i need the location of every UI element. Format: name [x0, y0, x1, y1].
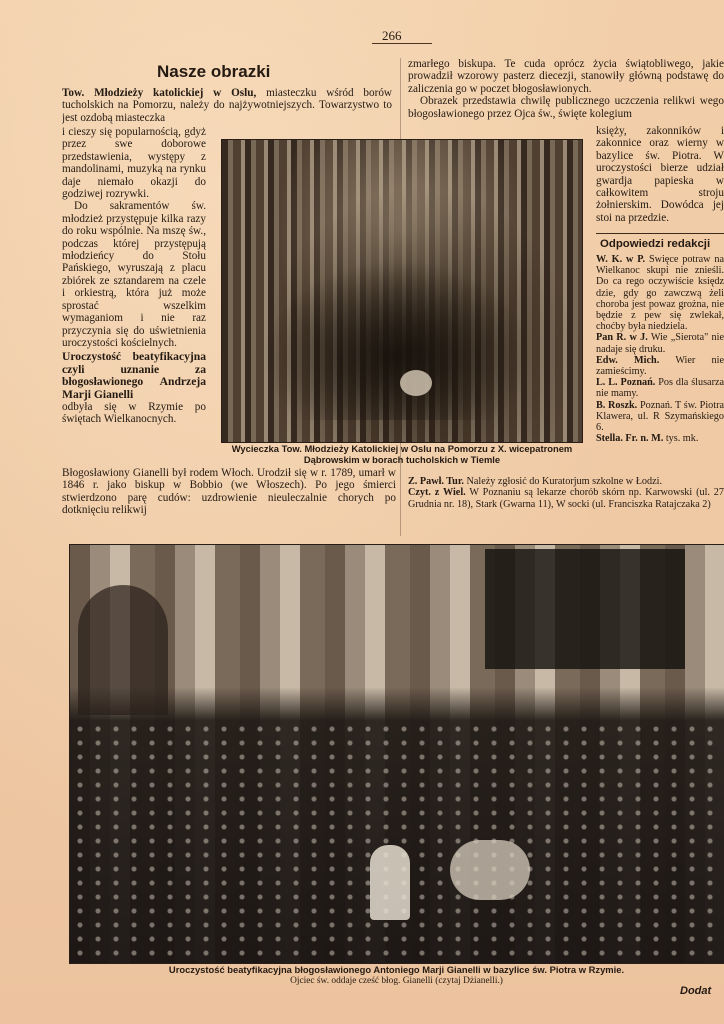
answer-item — [596, 355, 724, 377]
statue-niche — [78, 585, 168, 715]
answers-heading-box — [600, 238, 724, 250]
answer-item — [596, 377, 724, 399]
footer-fragment: Dodat — [680, 985, 712, 997]
photo2-subcaption: Ojciec św. oddaje cześć błog. Gianelli (czytaj Dżianelli.) — [290, 976, 503, 986]
answer-who: Pan R. w J. — [596, 332, 648, 344]
crowd-texture — [70, 721, 724, 963]
photo2-caption: Uroczystość beatyfikacyjna błogosławionego Antoniego Marji Gianelli w bazylice św. Piotra w Rzymie. — [168, 964, 625, 975]
answers-list — [596, 254, 724, 476]
answer-item — [596, 400, 724, 434]
article-intro — [62, 87, 392, 124]
photo-beatification-ceremony — [69, 544, 724, 964]
photo1-caption: Wycieczka Tow. Młodzieży Katolickiej w Oslu na Pomorzu z X. wicepatronem Dąbrowskim w borach tucholskich w Tiemle — [231, 443, 573, 465]
right-top-paragraph-1: zmarłego biskupa. Te cuda oprócz życia świątobliwego, jakie prowadził wzorowy pasterz diecezji, stanowiły główną podstawę do zaliczenia go w poczet błogosławionych. — [408, 58, 724, 95]
page-number: 266 — [382, 28, 402, 43]
intro-bold: Tow. Młodzieży katolickiej w Oslu, — [62, 87, 257, 99]
article-title: Nasze obrazki — [157, 62, 271, 81]
answer-item — [596, 332, 724, 354]
page-number-rule — [372, 43, 432, 44]
cleric-figure — [370, 845, 410, 920]
answer-who: Czyt. z Wiel. — [408, 487, 466, 499]
right-column-top — [408, 58, 724, 128]
intro-rest: miasteczku wśród borów tucholskich na Pomorzu, należy do najżywotniejszych. Towarzystwo to jest ozdobą miasteczka — [62, 87, 392, 124]
answer-item — [408, 476, 724, 487]
answer-text: tys. mk. — [665, 433, 699, 445]
drum-shape — [400, 370, 432, 396]
answer-who: B. Roszk. — [596, 399, 638, 411]
answers-wide — [408, 476, 724, 538]
answer-text: Poznań. T św. Piotra Klawera, ul. R Szymańskiego 6. — [596, 399, 724, 434]
answer-text: Pos dla ślusarza nie mamy. — [596, 377, 724, 400]
article-paragraph-2: Do sakramentów św. młodzież przystępuje kilka razy do roku wspólnie. Na mszę św., podczas której przystępują młodzieńcy do Stołu Pańskiego, wyruszają z placu zbiórek ze sztandarem na czele i orkiestrą, która już może sprostać wszelkim wymaganiom i nie raz przyczynia się do uświetnienia uroczystości kościelnych. — [62, 200, 206, 349]
answer-text: W Poznaniu są lekarze chorób skórn np. Karwowski (ul. 27 Grudnia nr. 18), Stark (Gwarna 11), W socki (ul. Franciszka Ratajczaka 2) — [408, 487, 724, 510]
dark-tribune — [485, 549, 685, 669]
beatification-wide: Błogosławiony Gianelli był rodem Włoch. Urodził się w r. 1789, umarł w 1846 r. jako biskup w Bobbio (we Włoszech). Po jego śmierci stwierdzono parę cudów: uzdrowienie nieuleczalnie chorych po dotknięciu relikwij — [62, 467, 396, 517]
right-column-narrow: księży, zakonników i zakonnice oraz wierny w bazylice św. Piotra. W uroczystości bierze udział gwardja papieska w całkowitem stroju żołnierskim. Dowódca jej stoi na przedzie. — [596, 125, 724, 224]
right-top-paragraph-2: Obrazek przedstawia chwilę publicznego uczczenia relikwi wego błogosławionego przez Ojca św., święte kolegium — [408, 95, 724, 120]
answers-divider — [596, 233, 724, 234]
article-narrow-column — [62, 126, 206, 466]
article-paragraph-1: i cieszy się popularnością, gdyż przez swe doborowe przedstawienia, występy z mandolinami, muzyką na rynku daje niemało okazji do godziwej rozrywki. — [62, 126, 206, 201]
beatification-heading: Uroczystość beatyfikacyjna czyli uznanie za błogosławionego Andrzeja Marji Gianelli — [62, 350, 206, 401]
answer-who: Edw. Mich. — [596, 354, 660, 366]
answer-text: Wie „Sierota" nie nadaje się druku. — [596, 332, 724, 355]
beatification-narrow: odbyła się w Rzymie po świętach Wielkanocnych. — [62, 400, 206, 426]
answer-text: Święce potraw na Wielkanoc skupi nie znieśli. Do ca rego oczywiście księdz dzie, gdy go zawczwą żeli choroba jest powaz grożna, nie będzie z pew się zwlekał, choćby była niedziela. — [596, 254, 724, 333]
answer-item — [408, 487, 724, 510]
photo-youth-excursion — [221, 139, 583, 443]
answer-text: Wier nie zamieścimy. — [596, 354, 724, 378]
answer-who: Stella. Fr. n. M. — [596, 433, 664, 445]
answer-item — [596, 433, 724, 444]
answer-item — [596, 254, 724, 332]
group-figures — [262, 260, 532, 420]
answer-text: Należy zgłosić do Kuratorjum szkolne w Łodzi. — [466, 476, 663, 487]
sedia-figure — [450, 840, 530, 900]
answer-who: W. K. w P. — [596, 254, 646, 265]
answer-who: Z. Pawł. Tur. — [408, 476, 464, 487]
answer-who: L. L. Poznań. — [596, 377, 656, 389]
answers-heading: Odpowiedzi redakcji — [600, 238, 711, 250]
